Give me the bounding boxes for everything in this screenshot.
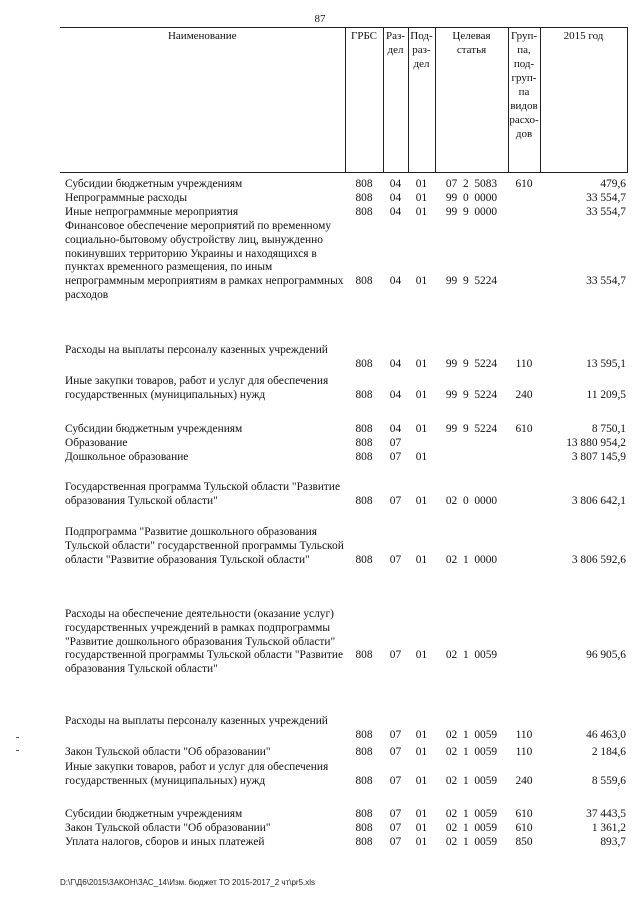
row-celevaya-statya: 02 1 0059 <box>445 774 498 787</box>
row-gruppa: 610 <box>515 178 533 190</box>
row-celevaya-statya: 99 9 5224 <box>445 388 498 401</box>
header-year <box>540 28 627 173</box>
row-sum-2015: 46 463,0 <box>586 728 626 741</box>
row-razdel: 04 <box>389 192 402 204</box>
row-podrazdel: 01 <box>415 553 428 566</box>
header-gruppa <box>508 28 540 173</box>
row-podrazdel: 01 <box>415 423 428 435</box>
row-podrazdel: 01 <box>415 178 428 190</box>
row-sum-2015: 13 595,1 <box>586 357 626 370</box>
row-razdel: 04 <box>389 178 402 190</box>
row-podrazdel: 01 <box>415 808 428 820</box>
row-gruppa: 110 <box>515 728 533 741</box>
row-grbs: 808 <box>355 178 373 190</box>
row-gruppa: 110 <box>515 746 533 758</box>
row-razdel: 07 <box>389 808 402 820</box>
row-podrazdel: 01 <box>415 192 428 204</box>
row-sum-2015: 479,6 <box>600 178 626 190</box>
row-podrazdel: 01 <box>415 451 428 463</box>
row-celevaya-statya: 02 1 0059 <box>445 746 498 758</box>
row-razdel: 04 <box>389 357 402 370</box>
row-razdel: 07 <box>389 437 402 449</box>
row-gruppa: 850 <box>515 836 533 848</box>
row-grbs: 808 <box>355 451 373 463</box>
row-name: Иные непрограммные мероприятия <box>65 206 239 218</box>
row-razdel: 07 <box>389 553 402 566</box>
margin-mark <box>16 737 19 738</box>
row-name: Расходы на выплаты персоналу казенных учреждений <box>65 344 328 356</box>
row-sum-2015: 3 806 642,1 <box>571 494 626 507</box>
file-path-footer: D:\Г\Д6\2015\ЗАКОН\ЗАС_14\Изм. бюджет ТО 2015-2017_2 чт\pr5.xls <box>60 878 316 887</box>
row-sum-2015: 13 880 954,2 <box>566 437 626 449</box>
margin-mark <box>16 750 19 751</box>
header-razdel <box>383 28 408 173</box>
header-podrazdel <box>408 28 435 173</box>
row-sum-2015: 8 750,1 <box>591 423 626 435</box>
row-name: Закон Тульской области "Об образовании" <box>65 746 271 758</box>
row-gruppa: 610 <box>515 423 533 435</box>
page-number: 87 <box>314 13 326 25</box>
row-sum-2015: 33 554,7 <box>586 275 626 288</box>
row-celevaya-statya: 99 0 0000 <box>445 192 498 204</box>
row-podrazdel: 01 <box>415 206 428 218</box>
row-gruppa: 110 <box>515 357 533 370</box>
row-sum-2015: 33 554,7 <box>586 206 626 218</box>
row-celevaya-statya: 02 1 0059 <box>445 836 498 848</box>
row-celevaya-statya: 02 1 0059 <box>445 822 498 834</box>
row-grbs: 808 <box>355 275 373 288</box>
row-sum-2015: 96 905,6 <box>586 649 626 662</box>
row-podrazdel: 01 <box>415 728 428 741</box>
row-sum-2015: 33 554,7 <box>586 192 626 204</box>
row-gruppa: 240 <box>515 774 533 787</box>
row-grbs: 808 <box>355 553 373 566</box>
row-celevaya-statya: 99 9 5224 <box>445 357 498 370</box>
row-gruppa: 610 <box>515 808 533 820</box>
row-podrazdel: 01 <box>415 836 428 848</box>
row-razdel: 07 <box>389 728 402 741</box>
row-podrazdel: 01 <box>415 746 428 758</box>
row-celevaya-statya: 02 1 0059 <box>445 649 498 662</box>
row-grbs: 808 <box>355 822 373 834</box>
row-name: Дошкольное образование <box>65 451 189 463</box>
row-name: Непрограммные расходы <box>65 192 187 204</box>
row-razdel: 07 <box>389 451 402 463</box>
header-grbs-label: ГРБС <box>350 30 378 42</box>
row-name: Уплата налогов, сборов и иных платежей <box>65 836 265 848</box>
header-razdel-label: Раз- дел <box>385 30 405 56</box>
header-year-label: 2015 год <box>563 30 604 42</box>
row-podrazdel: 01 <box>415 649 428 662</box>
row-grbs: 808 <box>355 423 373 435</box>
row-podrazdel: 01 <box>415 275 428 288</box>
row-gruppa: 610 <box>515 822 533 834</box>
row-grbs: 808 <box>355 494 373 507</box>
row-sum-2015: 3 806 592,6 <box>571 553 626 566</box>
row-name: Подпрограмма "Развитие дошкольного образования Тульской области" государственной программы Тульской области "Развитие образования Тульской области" <box>65 526 344 566</box>
header-celevaya <box>435 28 508 173</box>
row-razdel: 07 <box>389 822 402 834</box>
header-name <box>60 28 345 173</box>
row-podrazdel: 01 <box>415 774 428 787</box>
row-celevaya-statya: 02 0 0000 <box>445 494 498 507</box>
header-grbs <box>345 28 383 173</box>
row-celevaya-statya: 99 9 5224 <box>445 275 498 288</box>
table-header <box>60 27 628 173</box>
row-razdel: 07 <box>389 746 402 758</box>
row-grbs: 808 <box>355 836 373 848</box>
row-name: Иные закупки товаров, работ и услуг для обеспечения государственных (муниципальных) нужд <box>65 375 329 401</box>
header-podrazdel-label: Под- раз- дел <box>410 30 433 70</box>
row-name: Иные закупки товаров, работ и услуг для обеспечения государственных (муниципальных) нужд <box>65 761 329 787</box>
row-razdel: 07 <box>389 836 402 848</box>
row-name: Закон Тульской области "Об образовании" <box>65 822 271 834</box>
row-razdel: 04 <box>389 388 402 401</box>
row-grbs: 808 <box>355 388 373 401</box>
row-razdel: 04 <box>389 206 402 218</box>
row-grbs: 808 <box>355 357 373 370</box>
row-podrazdel: 01 <box>415 388 428 401</box>
row-name: Субсидии бюджетным учреждениям <box>65 808 243 820</box>
row-grbs: 808 <box>355 206 373 218</box>
row-podrazdel: 01 <box>415 494 428 507</box>
row-grbs: 808 <box>355 437 373 449</box>
row-razdel: 04 <box>389 275 402 288</box>
header-celevaya-label: Целевая статья <box>452 30 491 56</box>
row-sum-2015: 11 209,5 <box>586 388 626 401</box>
row-name: Расходы на обеспечение деятельности (оказание услуг) государственных учреждений в рамках подпрограммы "Развитие дошкольного образования Тульской области" государственной программы Тульской области "Развитие образования Тульской области" <box>65 608 344 676</box>
row-celevaya-statya: 99 9 0000 <box>445 206 498 218</box>
row-celevaya-statya: 99 9 5224 <box>445 423 498 435</box>
row-podrazdel: 01 <box>415 822 428 834</box>
row-razdel: 07 <box>389 494 402 507</box>
header-gruppa-label: Груп- па, под- груп- па видов расхо- дов <box>509 30 539 140</box>
row-sum-2015: 3 807 145,9 <box>571 451 626 463</box>
row-razdel: 07 <box>389 774 402 787</box>
row-sum-2015: 37 443,5 <box>586 808 626 820</box>
row-celevaya-statya: 02 1 0059 <box>445 728 498 741</box>
row-grbs: 808 <box>355 746 373 758</box>
row-grbs: 808 <box>355 728 373 741</box>
row-name: Субсидии бюджетным учреждениям <box>65 423 243 435</box>
row-name: Образование <box>65 437 128 449</box>
row-sum-2015: 8 559,6 <box>591 774 626 787</box>
row-name: Государственная программа Тульской области "Развитие образования Тульской области" <box>65 481 341 507</box>
row-razdel: 04 <box>389 423 402 435</box>
row-grbs: 808 <box>355 808 373 820</box>
row-celevaya-statya: 02 1 0000 <box>445 553 498 566</box>
row-sum-2015: 893,7 <box>600 836 626 848</box>
row-name: Субсидии бюджетным учреждениям <box>65 178 243 190</box>
row-razdel: 07 <box>389 649 402 662</box>
row-celevaya-statya: 02 1 0059 <box>445 808 498 820</box>
row-celevaya-statya: 07 2 5083 <box>445 178 498 190</box>
row-grbs: 808 <box>355 649 373 662</box>
header-name-label: Наименование <box>167 30 237 42</box>
row-gruppa: 240 <box>515 388 533 401</box>
row-sum-2015: 2 184,6 <box>591 746 626 758</box>
row-sum-2015: 1 361,2 <box>591 822 626 834</box>
row-name: Финансовое обеспечение мероприятий по временному социально-бытовому обустройству лиц, вынужденно покинувших территорию Украины и находящихся в пунктах временного размещения, по иным непрограммным мероприятиям в рамках непрограммных расходов <box>65 220 344 301</box>
row-grbs: 808 <box>355 192 373 204</box>
row-grbs: 808 <box>355 774 373 787</box>
row-name: Расходы на выплаты персоналу казенных учреждений <box>65 715 328 727</box>
row-podrazdel: 01 <box>415 357 428 370</box>
